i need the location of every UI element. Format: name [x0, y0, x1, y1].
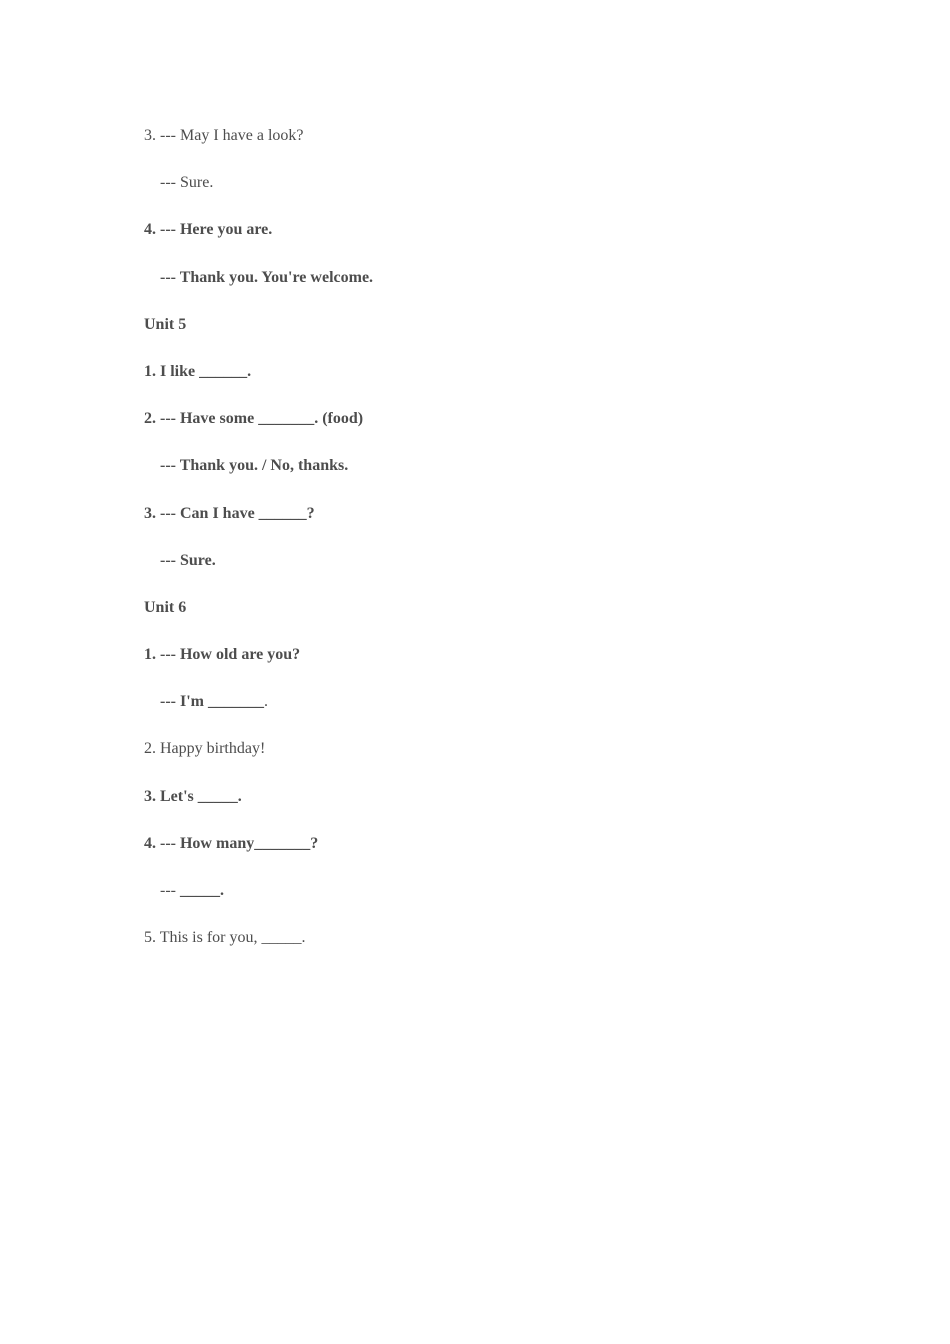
line-text: 2. Happy birthday! [144, 740, 266, 758]
u6-q5 [144, 926, 824, 973]
line-text: --- Sure. [160, 174, 214, 192]
unit5-heading [144, 313, 824, 360]
line-text: 2. --- Have some _______. (food) [144, 410, 364, 428]
line-text: 3. --- Can I have ______? [144, 504, 315, 522]
section-heading: Unit 6 [144, 598, 187, 616]
line-text: --- Thank you. / No, thanks. [160, 457, 349, 475]
u5-q3-question [144, 502, 824, 549]
u6-q4-question [144, 832, 824, 879]
line-text: 5. This is for you, _____. [144, 929, 306, 947]
u6-q2 [144, 737, 824, 784]
line-text: 1. I like ______. [144, 362, 252, 380]
u5-q1 [144, 360, 824, 407]
line-text: --- [160, 882, 180, 899]
line-text: 4. --- Here you are. [144, 221, 273, 239]
document-body [144, 124, 824, 973]
u4-q3-answer [144, 171, 824, 218]
u6-q3 [144, 785, 824, 832]
answer-blank: _____. [179, 882, 224, 899]
u4-q4-answer [144, 266, 824, 313]
line-text: 3. Let's _____. [144, 787, 242, 805]
section-heading: Unit 5 [144, 315, 187, 333]
line-text: 4. --- How many_______? [144, 834, 319, 852]
u4-q4-question [144, 218, 824, 265]
line-text: --- I'm _______ [160, 693, 264, 711]
u5-q3-answer [144, 549, 824, 596]
u5-q2-question [144, 407, 824, 454]
line-text-end: . [263, 693, 268, 711]
unit6-heading [144, 596, 824, 643]
line-text: 1. --- How old are you? [144, 646, 301, 664]
u6-q1-question [144, 643, 824, 690]
u4-q3-question [144, 124, 824, 171]
line-text: 3. --- May I have a look? [144, 127, 304, 144]
u6-q1-answer [144, 690, 824, 737]
u5-q2-answer [144, 454, 824, 501]
u6-q4-answer [144, 879, 824, 926]
line-text: --- Sure. [160, 551, 216, 569]
line-text: --- Thank you. You're welcome. [160, 268, 374, 286]
